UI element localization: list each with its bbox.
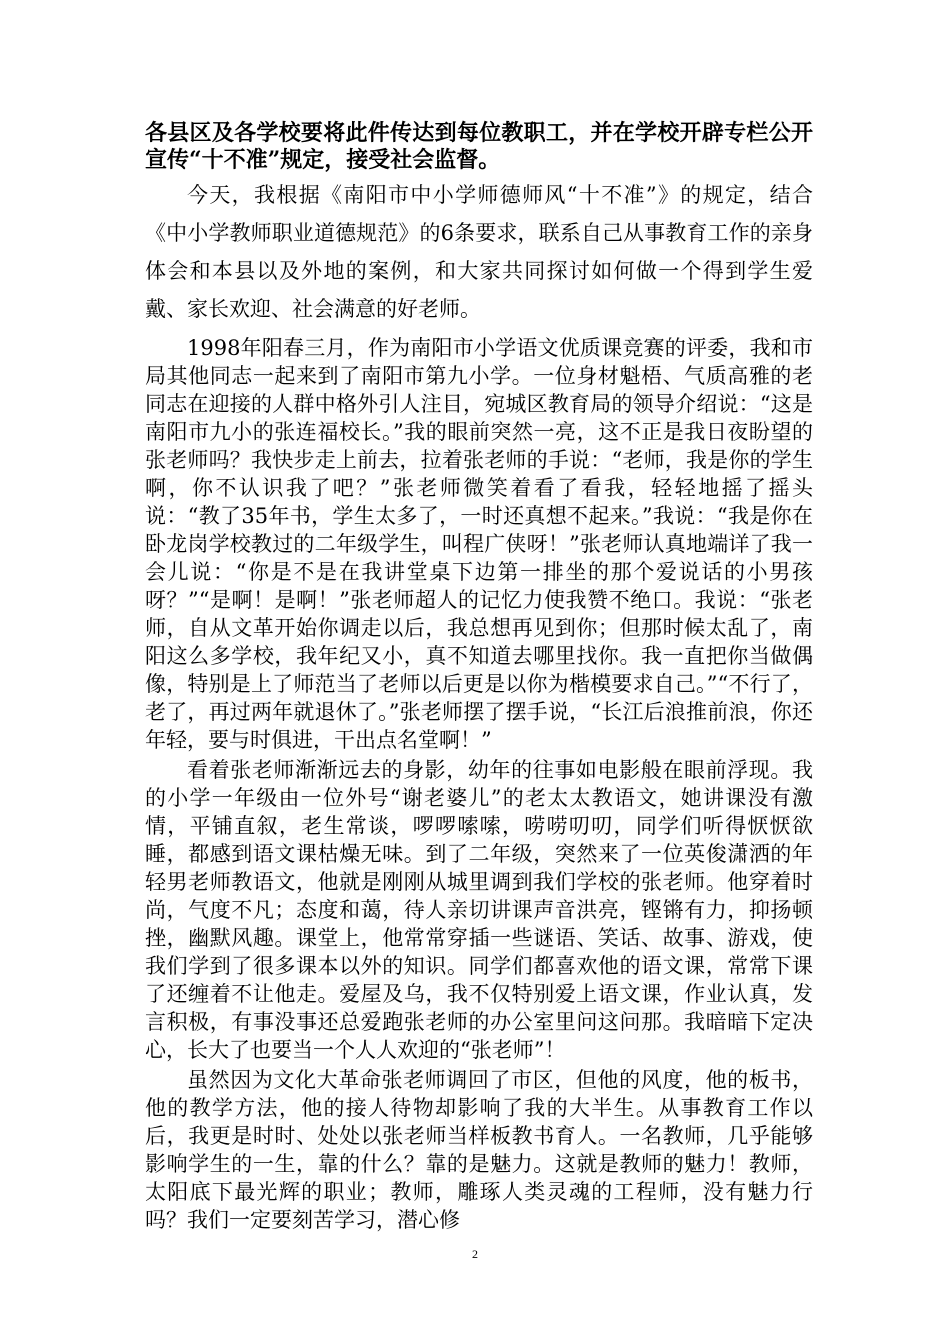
notice-heading: 各县区及各学校要将此件传达到每位教职工，并在学校开辟专栏公开宣传“十不准”规定，接受社会监督。 xyxy=(145,120,813,173)
intro-paragraph: 今天，我根据《南阳市中小学师德师风“十不准”》的规定，结合《中小学教师职业道德规范》的6条要求，联系自己从事教育工作的亲身体会和本县以及外地的案例，和大家共同探讨如何做一个得到学生爱戴、家长欢迎、社会满意的好老师。 xyxy=(145,183,813,321)
childhood-paragraph: 看着张老师渐渐远去的身影，幼年的往事如电影般在眼前浮现。我的小学一年级由一位外号“谢老婆儿”的老太太教语文，她讲课没有激情，平铺直叙，老生常谈，啰啰嗦嗦，唠唠叨叨，同学们听得恹恹欲睡，都感到语文课枯燥无味。到了二年级，突然来了一位英俊潇洒的年轻男老师教语文，他就是刚刚从城里调到我们学校的张老师。他穿着时尚，气度不凡；态度和蔼，待人亲切讲课声音洪亮，铿锵有力，抑扬顿挫，幽默风趣。课堂上，他常常穿插一些谜语、笑话、故事、游戏，使我们学到了很多课本以外的知识。同学们都喜欢他的语文课，常常下课了还缠着不让他走。爱屋及乌，我不仅特别爱上语文课，作业认真，发言积极，有事没事还总爱跑张老师的办公室里问这问那。我暗暗下定决心，长大了也要当一个人人欢迎的“张老师”！ xyxy=(145,758,813,1062)
page-number: 2 xyxy=(472,1247,478,1261)
memory-paragraph: 1998年阳春三月，作为南阳市小学语文优质课竞赛的评委，我和市局其他同志一起来到了南阳市第九小学。一位身材魁梧、气质高雅的老同志在迎接的人群中格外引人注目，宛城区教育局的领导介绍说：“这是南阳市九小的张连福校长。”我的眼前突然一亮，这不正是我日夜盼望的张老师吗？我快步走上前去，拉着张老师的手说：“老师，我是你的学生啊，你不认识我了吧？”张老师微笑着看了看我，轻轻地摇了摇头说：“教了35年书，学生太多了，一时还真想不起来。”我说：“我是你在卧龙岗学校教过的二年级学生，叫程广侠呀！”张老师认真地端详了我一会儿说：“你是不是在我讲堂桌下边第一排坐的那个爱说话的小男孩呀？”“是啊！是啊！”张老师超人的记忆力使我赞不绝口。我说：“张老师，自从文革开始你调走以后，我总想再见到你；但那时候太乱了，南阳这么多学校，我年纪又小，真不知道去哪里找你。我一直把你当做偶像，特别是上了师范当了老师以后更是以你为楷模要求自己。”“不行了，老了，再过两年就退休了。”张老师摆了摆手说，“长江后浪推前浪，你还年轻，要与时俱进，干出点名堂啊！” xyxy=(145,336,813,752)
influence-paragraph: 虽然因为文化大革命张老师调回了市区，但他的风度，他的板书，他的教学方法，他的接人待物却影响了我的大半生。从事教育工作以后，我更是时时、处处以张老师当样板教书育人。一名教师，几乎能够影响学生的一生，靠的什么？靠的是魅力。这就是教师的魅力！教师，太阳底下最光辉的职业；教师，雕琢人类灵魂的工程师，没有魅力行吗？我们一定要刻苦学习，潜心修 xyxy=(145,1068,813,1232)
document-page xyxy=(145,120,813,1234)
